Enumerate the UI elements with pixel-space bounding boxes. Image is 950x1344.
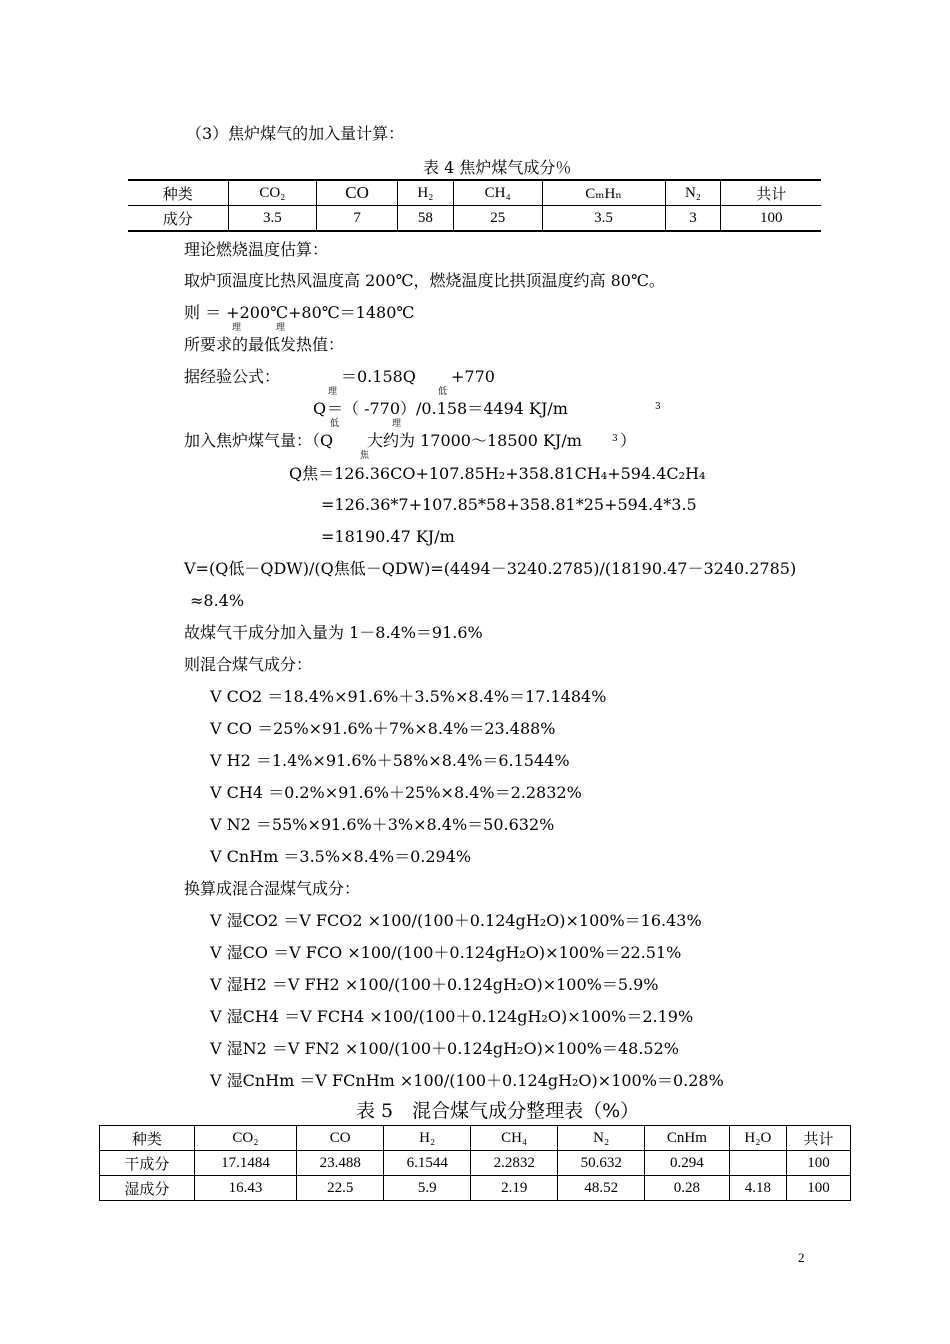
formula-text: V CO ＝25%×91.6%＋7%×8.4%＝23.488% [210,719,556,738]
formula-text: +770 [451,367,495,386]
table-cell: CO₂ [194,1126,296,1151]
text-line: 大约为 17000～18500 KJ/m [367,431,582,450]
table-cell: 3.5 [228,206,317,232]
table-cell: H₂O [729,1126,786,1151]
table-cell: H₂ [384,1126,471,1151]
table-cell: CnHm [645,1126,729,1151]
table-cell: 成分 [128,206,228,232]
subscript: 低 [330,419,340,429]
table-cell: 湿成分 [100,1176,195,1201]
text-line: 则混合煤气成分： [184,655,313,674]
formula-text: V CH4 ＝0.2%×91.6%＋25%×8.4%＝2.2832% [210,783,582,802]
table-cell: N₂ [558,1126,645,1151]
table-row [100,1126,851,1151]
formula-text: V 湿CH4 ＝V FCH4 ×100/(100＋0.124gH₂O)×100%＝2.19% [210,1007,694,1026]
formula-text: V 湿CnHm ＝V FCnHm ×100/(100＋0.124gH₂O)×100%＝0.28% [210,1071,724,1090]
table-cell: CH₄ [471,1126,558,1151]
formula-text: V 湿CO ＝V FCO ×100/(100＋0.124gH₂O)×100%＝22.51% [210,943,682,962]
table-cell: CₘHₙ [542,180,665,206]
formula-text: ＝0.158Q [341,367,416,386]
table-cell: 2.2832 [471,1151,558,1176]
text-line [184,303,414,323]
table-cell: 100 [787,1176,851,1201]
table-cell: 共计 [787,1126,851,1151]
table-cell: CO [297,1126,384,1151]
subscript: 理 [232,323,242,333]
subscript: 焦 [360,451,370,461]
table-cell: 50.632 [558,1151,645,1176]
table-row [100,1151,851,1176]
formula-text: Q焦＝126.36CO+107.85H₂+358.81CH₄+594.4C₂H₄ [289,464,706,483]
table-cell: 0.28 [645,1176,729,1201]
table-cell: 48.52 [558,1176,645,1201]
formula-text: V 湿H2 ＝V FH2 ×100/(100＋0.124gH₂O)×100%＝5.9% [210,975,659,994]
subscript: 理 [328,387,338,397]
table-cell: 种类 [100,1126,195,1151]
text-line: 理论燃烧温度估算： [184,240,329,259]
text-line: ） [620,431,637,450]
text-line: 据经验公式： [184,367,281,386]
text-line: 加入焦炉煤气量：（Q [184,431,334,450]
superscript: 3 [655,402,661,412]
text-line: 所要求的最低发热值： [184,335,345,354]
table-cell [729,1151,786,1176]
formula-text: V=(Q低－QDW)/(Q焦低－QDW)=(4494－3240.2785)/(18190.47－3240.2785) [184,559,797,578]
formula-text: Q [313,399,327,418]
table-cell: CH₄ [453,180,542,206]
table-cell: 16.43 [194,1176,296,1201]
table5 [99,1125,851,1201]
section-heading: （3）焦炉煤气的加入量计算： [186,124,405,143]
formula-text: =18190.47 KJ/m [321,527,455,546]
table-cell: CO₂ [228,180,317,206]
superscript: 3 [612,434,618,444]
formula-text: =126.36*7+107.85*58+358.81*25+594.4*3.5 [321,495,697,514]
formula-text: V N2 ＝55%×91.6%＋3%×8.4%＝50.632% [210,815,555,834]
table-cell: 22.5 [297,1176,384,1201]
formula-text: V CO2 ＝18.4%×91.6%＋3.5%×8.4%＝17.1484% [210,687,607,706]
subscript: 低 [438,387,448,397]
formula-text: ≈8.4% [190,591,245,610]
table-cell: N₂ [665,180,721,206]
formula-text: V 湿CO2 ＝V FCO2 ×100/(100＋0.124gH₂O)×100%＝16.43% [210,911,702,930]
table-cell: 100 [787,1151,851,1176]
table4 [128,179,821,232]
table-cell: 23.488 [297,1151,384,1176]
table-cell: 58 [397,206,453,232]
table-cell: 100 [721,206,821,232]
table-row [128,206,821,232]
table4-caption: 表 4 焦炉煤气成分％ [423,158,572,177]
table5-caption: 表 5 混合煤气成分整理表（%） [356,1100,640,1122]
subscript: 理 [276,323,286,333]
table-cell: 3 [665,206,721,232]
text-line: 取炉顶温度比热风温度高 200℃，燃烧温度比拱顶温度约高 80℃。 [184,271,665,290]
page-number: 2 [798,1250,805,1265]
formula-text: V H2 ＝1.4%×91.6%＋58%×8.4%＝6.1544% [210,751,570,770]
table-row [128,180,821,206]
table-cell: 5.9 [384,1176,471,1201]
table-cell: 17.1484 [194,1151,296,1176]
table-cell: 4.18 [729,1176,786,1201]
table-cell: 7 [317,206,398,232]
table-cell: H₂ [397,180,453,206]
formula-text: V 湿N2 ＝V FN2 ×100/(100＋0.124gH₂O)×100%＝48.52% [210,1039,679,1058]
table-cell: 2.19 [471,1176,558,1201]
table-cell: 6.1544 [384,1151,471,1176]
subscript: 理 [392,419,402,429]
table-cell: CO [317,180,398,206]
formula-text: 则 ＝ +200℃+80℃＝1480℃ [184,303,415,322]
text-line: 换算成混合湿煤气成分： [184,879,361,898]
table-row [100,1176,851,1201]
table-cell: 0.294 [645,1151,729,1176]
table-cell: 干成分 [100,1151,195,1176]
table-cell: 25 [453,206,542,232]
table-cell: 3.5 [542,206,665,232]
formula-text: ＝（ -770）/0.158＝4494 KJ/m [327,399,568,418]
formula-text: V CnHm ＝3.5%×8.4%＝0.294% [210,847,472,866]
text-line: 故煤气干成分加入量为 1－8.4%＝91.6% [184,623,483,642]
table-cell: 种类 [128,180,228,206]
table-cell: 共计 [721,180,821,206]
